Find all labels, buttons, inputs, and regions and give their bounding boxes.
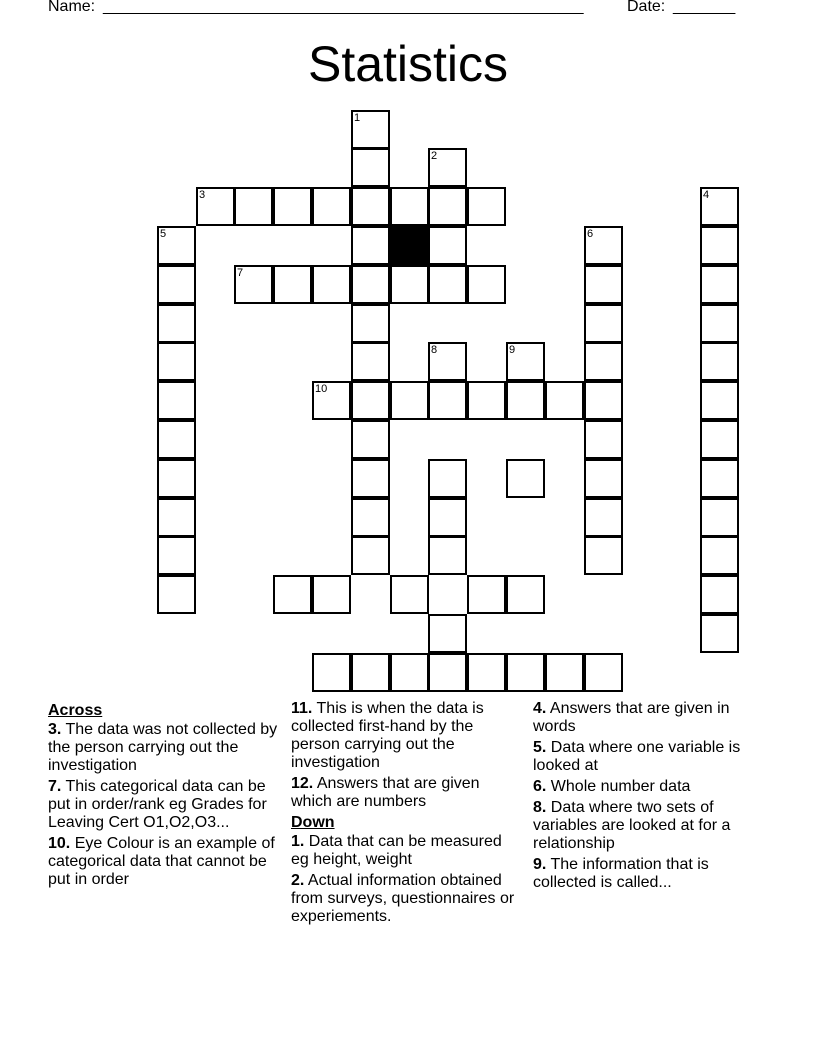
- grid-cell[interactable]: [467, 653, 506, 692]
- clue-item-number: 5.: [533, 739, 547, 756]
- grid-cell[interactable]: [273, 265, 312, 304]
- grid-cell[interactable]: [700, 575, 739, 614]
- grid-cell[interactable]: [584, 381, 623, 420]
- grid-cell[interactable]: [428, 459, 467, 498]
- grid-cell[interactable]: [351, 420, 390, 459]
- grid-cell[interactable]: [428, 265, 467, 304]
- clue-item-number: 7.: [48, 778, 62, 795]
- across-clue-list-continued: [291, 700, 523, 811]
- clue-item-text: This is when the data is collected first-hand by the person carrying out the investigation: [291, 700, 484, 771]
- grid-cell[interactable]: [584, 653, 623, 692]
- clue-item-number: 9.: [533, 856, 547, 873]
- grid-cell[interactable]: [506, 653, 545, 692]
- grid-cell[interactable]: [700, 381, 739, 420]
- grid-cell[interactable]: [428, 226, 467, 265]
- down-clue-list-continued: [533, 700, 769, 892]
- grid-cell[interactable]: [584, 342, 623, 381]
- clue-item-number: 11.: [291, 700, 313, 717]
- grid-cell[interactable]: [351, 304, 390, 343]
- clue-number: 4: [703, 189, 710, 201]
- grid-cell[interactable]: [390, 381, 429, 420]
- clue-item-text: Data where two sets of variables are looked at for a relationship: [533, 799, 731, 852]
- clue-item: [291, 775, 523, 811]
- grid-cell[interactable]: [157, 265, 196, 304]
- grid-cell[interactable]: [234, 187, 273, 226]
- grid-cell[interactable]: [467, 575, 506, 614]
- clue-item: [291, 833, 523, 869]
- grid-cell[interactable]: [351, 110, 390, 149]
- grid-cell[interactable]: [312, 653, 351, 692]
- down-clue-list: [291, 833, 523, 926]
- grid-cell[interactable]: [428, 536, 467, 575]
- grid-cell[interactable]: [584, 226, 623, 265]
- grid-cell[interactable]: [545, 653, 584, 692]
- grid-cell[interactable]: [506, 459, 545, 498]
- clue-item: [48, 721, 284, 775]
- grid-cell[interactable]: [351, 536, 390, 575]
- clue-number: 1: [354, 112, 361, 124]
- grid-cell[interactable]: [467, 187, 506, 226]
- clue-item-text: The information that is collected is called...: [533, 856, 709, 891]
- clue-item-text: Answers that are given in words: [533, 700, 730, 735]
- clue-item-text: Actual information obtained from surveys, questionnaires or experiements.: [291, 872, 515, 925]
- clue-item-text: Eye Colour is an example of categorical data that cannot be put in order: [48, 835, 275, 888]
- grid-cell[interactable]: [428, 653, 467, 692]
- clue-item-text: This categorical data can be put in order/rank eg Grades for Leaving Cert O1,O2,O3...: [48, 778, 267, 831]
- clue-number: 3: [199, 189, 206, 201]
- grid-cell[interactable]: [157, 459, 196, 498]
- grid-cell[interactable]: [428, 381, 467, 420]
- grid-cell[interactable]: [312, 265, 351, 304]
- clue-number: 9: [509, 344, 516, 356]
- name-label: Name:: [48, 0, 96, 15]
- clue-item-number: 12.: [291, 775, 314, 792]
- grid-cell[interactable]: [351, 498, 390, 537]
- clue-number: 10: [315, 383, 328, 395]
- clue-item-number: 8.: [533, 799, 547, 816]
- grid-cell[interactable]: [157, 536, 196, 575]
- grid-cell[interactable]: [157, 381, 196, 420]
- grid-cell[interactable]: [700, 342, 739, 381]
- clue-item: [291, 700, 523, 772]
- clue-column-2: [291, 700, 523, 929]
- clue-item: [48, 778, 284, 832]
- clue-item-number: 10.: [48, 835, 71, 852]
- down-heading: Down: [291, 814, 335, 831]
- grid-cell[interactable]: [700, 226, 739, 265]
- clue-item: [533, 856, 769, 892]
- grid-cell[interactable]: [545, 381, 584, 420]
- grid-cell[interactable]: [428, 342, 467, 381]
- date-field[interactable]: _______: [673, 0, 736, 15]
- name-field[interactable]: ______________________________________________________: [103, 0, 584, 15]
- clue-column-3: [533, 700, 769, 895]
- clue-item-number: 3.: [48, 721, 62, 738]
- grid-cell[interactable]: [506, 381, 545, 420]
- grid-cell[interactable]: [157, 226, 196, 265]
- grid-cell[interactable]: [157, 304, 196, 343]
- grid-cell[interactable]: [584, 536, 623, 575]
- grid-cell[interactable]: [273, 187, 312, 226]
- clue-item: [533, 739, 769, 775]
- clue-item: [533, 700, 769, 736]
- clue-number: 7: [237, 267, 244, 279]
- clue-item-number: 4.: [533, 700, 547, 717]
- grid-cell[interactable]: [584, 498, 623, 537]
- clue-item: [533, 778, 769, 796]
- grid-cell[interactable]: [584, 420, 623, 459]
- grid-cell[interactable]: [390, 575, 429, 614]
- grid-cell[interactable]: [157, 342, 196, 381]
- clue-item: [48, 835, 284, 889]
- grid-cell[interactable]: [390, 187, 429, 226]
- grid-cell[interactable]: [351, 265, 390, 304]
- clue-number: 6: [587, 228, 594, 240]
- grid-cell[interactable]: [700, 420, 739, 459]
- clue-item-number: 6.: [533, 778, 547, 795]
- grid-cell[interactable]: [390, 653, 429, 692]
- grid-cell[interactable]: [312, 381, 351, 420]
- grid-cell[interactable]: [312, 187, 351, 226]
- grid-cell[interactable]: [351, 226, 390, 265]
- grid-cell[interactable]: [196, 187, 235, 226]
- clue-item-text: Answers that are given which are numbers: [291, 775, 480, 810]
- grid-cell[interactable]: [584, 459, 623, 498]
- clue-item-text: Data that can be measured eg height, weight: [291, 833, 502, 868]
- grid-cell[interactable]: [273, 575, 312, 614]
- across-heading: Across: [48, 702, 103, 719]
- grid-cell[interactable]: [428, 148, 467, 187]
- grid-cell[interactable]: [700, 187, 739, 226]
- grid-cell[interactable]: [700, 459, 739, 498]
- grid-cell[interactable]: [700, 614, 739, 653]
- clue-item-number: 2.: [291, 872, 305, 889]
- grid-cell[interactable]: [700, 265, 739, 304]
- grid-cell[interactable]: [351, 381, 390, 420]
- grid-cell[interactable]: [428, 498, 467, 537]
- grid-cell[interactable]: [506, 342, 545, 381]
- grid-cell[interactable]: [700, 304, 739, 343]
- clue-number: 2: [431, 150, 438, 162]
- grid-cell[interactable]: [584, 265, 623, 304]
- grid-cell[interactable]: [157, 420, 196, 459]
- grid-cell[interactable]: [467, 381, 506, 420]
- clue-number: 5: [160, 228, 167, 240]
- grid-cell[interactable]: [390, 265, 429, 304]
- grid-cell[interactable]: [234, 265, 273, 304]
- grid-cell[interactable]: [351, 342, 390, 381]
- clue-number: 8: [431, 344, 438, 356]
- grid-cell[interactable]: [351, 148, 390, 187]
- clue-item: [533, 799, 769, 853]
- clue-item-text: The data was not collected by the person carrying out the investigation: [48, 721, 278, 774]
- grid-cell[interactable]: [700, 498, 739, 537]
- grid-cell[interactable]: [506, 575, 545, 614]
- clue-item-text: Whole number data: [546, 778, 691, 795]
- grid-cell[interactable]: [428, 187, 467, 226]
- grid-cell[interactable]: [467, 265, 506, 304]
- grid-cell[interactable]: [351, 653, 390, 692]
- grid-cell[interactable]: [700, 536, 739, 575]
- page-title: Statistics: [307, 36, 509, 92]
- grid-cell[interactable]: [351, 187, 390, 226]
- clue-item-number: 1.: [291, 833, 305, 850]
- date-label: Date:: [627, 0, 666, 15]
- grid-cell[interactable]: [312, 575, 351, 614]
- clue-item: [291, 872, 523, 926]
- grid-cell[interactable]: [157, 498, 196, 537]
- grid-block: [390, 226, 429, 265]
- grid-cell[interactable]: [351, 459, 390, 498]
- across-clue-list: [48, 721, 284, 889]
- grid-cell[interactable]: [428, 614, 467, 653]
- clue-item-text: Data where one variable is looked at: [533, 739, 741, 774]
- grid-cell[interactable]: [157, 575, 196, 614]
- grid-cell[interactable]: [584, 304, 623, 343]
- clue-column-1: [48, 700, 284, 892]
